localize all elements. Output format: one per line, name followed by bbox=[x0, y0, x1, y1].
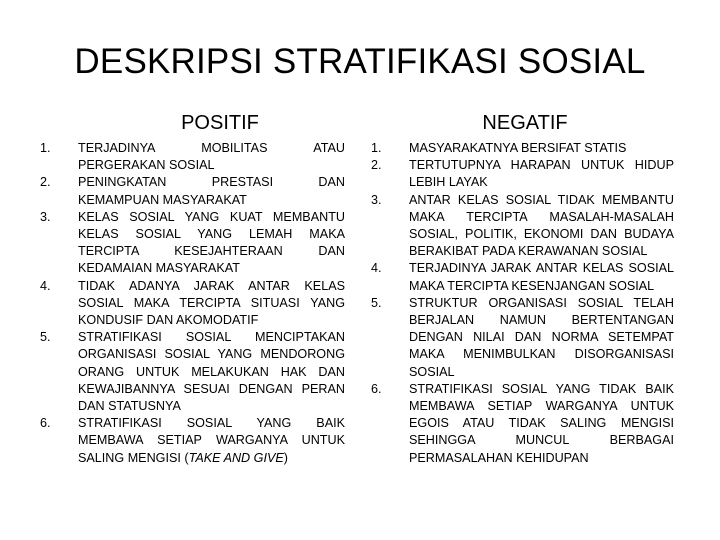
list-item bbox=[40, 329, 345, 415]
list-item bbox=[40, 174, 345, 208]
item-text: TERTUTUPNYA HARAPAN UNTUK HIDUP LEBIH LAYAK bbox=[409, 158, 674, 190]
list-item bbox=[371, 140, 674, 157]
item-text: TIDAK ADANYA JARAK ANTAR KELAS SOSIAL MAKA TERCIPTA SITUASI YANG KONDUSIF DAN AKOMODATIF bbox=[78, 278, 345, 328]
item-number: 3. bbox=[371, 192, 382, 207]
item-text: TERJADINYA JARAK ANTAR KELAS SOSIAL MAKA TERCIPTA KESENJANGAN SOSIAL bbox=[409, 261, 674, 293]
item-text: KELAS SOSIAL YANG KUAT MEMBANTU KELAS SOSIAL YANG LEMAH MAKA TERCIPTA KESEJAHTERAAN DAN KEDAMAIAN MASYARAKAT bbox=[78, 209, 345, 276]
item-text: STRATIFIKASI SOSIAL YANG BAIK MEMBAWA SETIAP WARGANYA UNTUK SALING MENGISI ( bbox=[78, 416, 345, 465]
list-item bbox=[40, 209, 345, 278]
item-text-italic: TAKE AND GIVE bbox=[188, 450, 284, 465]
item-number: 6. bbox=[371, 381, 382, 396]
item-text: STRATIFIKASI SOSIAL MENCIPTAKAN ORGANISASI SOSIAL YANG MENDORONG ORANG UNTUK MELAKUKAN HAK DAN KEWAJIBANNYA SESUAI DENGAN PERAN DAN STATUSNYA bbox=[78, 330, 345, 414]
item-text: STRATIFIKASI SOSIAL YANG TIDAK BAIK MEMBAWA SETIAP WARGANYA UNTUK EGOIS ATAU TIDAK SALING MENGISI SEHINGGA MUNCUL BERBAGAI PERMASALAHAN KEHIDUPAN bbox=[409, 381, 674, 465]
item-number: 2. bbox=[371, 158, 382, 173]
item-text: PENINGKATAN PRESTASI DAN KEMAMPUAN MASYARAKAT bbox=[78, 175, 345, 207]
list-item bbox=[371, 157, 674, 191]
item-text: MASYARAKATNYA BERSIFAT STATIS bbox=[409, 141, 627, 155]
item-number: 5. bbox=[371, 295, 382, 310]
item-number: 2. bbox=[40, 175, 51, 190]
item-number: 5. bbox=[40, 330, 51, 345]
positif-heading: POSITIF bbox=[181, 112, 259, 134]
item-number: 3. bbox=[40, 209, 51, 224]
item-text: STRUKTUR ORGANISASI SOSIAL TELAH BERJALAN NAMUN BERTENTANGAN DENGAN NILAI DAN NORMA SETEMPAT MAKA MENIMBULKAN DISORGANISASI SOSIAL bbox=[409, 295, 674, 379]
list-item bbox=[40, 415, 345, 467]
item-number: 1. bbox=[371, 141, 382, 155]
list-item bbox=[371, 192, 674, 261]
list-item bbox=[40, 140, 345, 174]
item-number: 1. bbox=[40, 141, 51, 155]
item-text: ANTAR KELAS SOSIAL TIDAK MEMBANTU MAKA TERCIPTA MASALAH-MASALAH SOSIAL, POLITIK, EKONOMI DAN BUDAYA BERAKIBAT PADA KERAWANAN SOSIAL bbox=[409, 192, 674, 259]
item-number: 4. bbox=[371, 261, 382, 276]
item-text-tail: ) bbox=[283, 450, 288, 465]
list-item bbox=[371, 381, 674, 467]
item-text-wrapper bbox=[78, 415, 345, 467]
page-title: DESKRIPSI STRATIFIKASI SOSIAL bbox=[74, 42, 646, 81]
list-item bbox=[371, 295, 674, 381]
item-number: 4. bbox=[40, 278, 51, 293]
positif-list bbox=[40, 140, 345, 467]
negatif-heading: NEGATIF bbox=[482, 112, 568, 134]
negatif-list bbox=[371, 140, 674, 467]
item-number: 6. bbox=[40, 416, 51, 431]
item-text: TERJADINYA MOBILITAS ATAU PERGERAKAN SOSIAL bbox=[78, 141, 345, 173]
list-item bbox=[371, 260, 674, 294]
list-item bbox=[40, 278, 345, 330]
